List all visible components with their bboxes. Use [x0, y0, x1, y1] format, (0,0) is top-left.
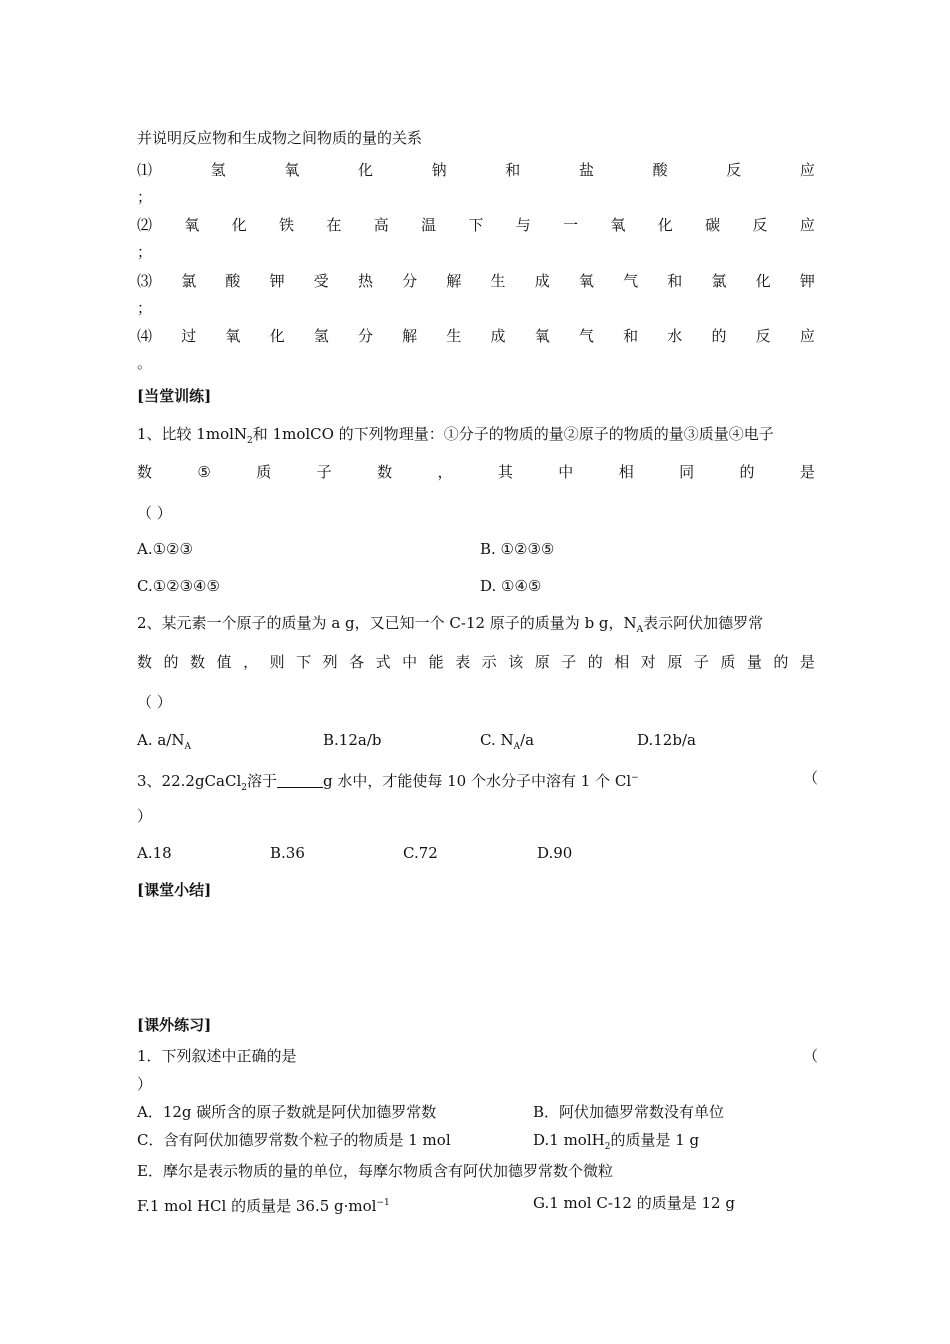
reaction-char: 和 — [667, 272, 683, 290]
reaction-char: 受 — [313, 272, 329, 290]
reaction-char: 钾 — [799, 272, 815, 290]
spread-char: 值 — [216, 653, 232, 671]
reaction-char: 氧 — [184, 216, 200, 234]
spread-char: 相 — [618, 463, 634, 481]
spread-char: 该 — [508, 653, 524, 671]
reaction-char: 分 — [402, 272, 418, 290]
reaction-char: 钾 — [269, 272, 285, 290]
hw-option-c: C．含有阿伏加德罗常数个粒子的物质是 1 mol — [137, 1131, 451, 1149]
q2-paren: （ ） — [137, 693, 172, 711]
spread-char: 数 — [137, 463, 153, 481]
reaction-char: 解 — [402, 327, 418, 345]
q3-option-c: C.72 — [403, 844, 438, 862]
reaction-number: ⑵ — [137, 216, 153, 234]
reaction-char: 反 — [755, 327, 771, 345]
spread-char: 原 — [534, 653, 550, 671]
reaction-char: 氢 — [210, 161, 226, 179]
q1-line1: 1、比较 1molN$_2$和 1molCO 的下列物理量：①分子的物质的量②原子的物质的量③质量④电子 — [137, 425, 774, 446]
q3-paren-close: ） — [137, 807, 153, 825]
reaction-number: ⑷ — [137, 327, 153, 345]
spread-char: 中 — [402, 653, 418, 671]
spread-char: 式 — [375, 653, 391, 671]
reaction-number: ⑶ — [137, 272, 153, 290]
reaction-char: 应 — [799, 327, 815, 345]
reaction-char: 成 — [490, 327, 506, 345]
reaction-char: 化 — [231, 216, 247, 234]
reaction-end-mark: 。 — [137, 354, 153, 372]
spread-char: 相 — [614, 653, 630, 671]
reaction-char: 化 — [755, 272, 771, 290]
reaction-char: 分 — [357, 327, 373, 345]
q1-option-b: B. ①②③⑤ — [480, 540, 555, 558]
section-heading-summary: [课堂小结] — [137, 881, 212, 899]
hw-option-b: B．阿伏加德罗常数没有单位 — [533, 1103, 725, 1121]
reaction-char: 氯 — [711, 272, 727, 290]
reaction-char: 酸 — [652, 161, 668, 179]
spread-char: 数 — [377, 463, 393, 481]
q1-line2 — [137, 462, 815, 482]
spread-char: 质 — [256, 463, 272, 481]
spread-char: 数 — [137, 653, 153, 671]
spread-char: 原 — [667, 653, 683, 671]
spread-char: 各 — [349, 653, 365, 671]
q2-line1: 2、某元素一个原子的质量为 a g，又已知一个 C-12 原子的质量为 b g，$N_A$表示阿伏加德罗常 — [137, 614, 764, 635]
reaction-char: 钠 — [431, 161, 447, 179]
spread-char: 对 — [640, 653, 656, 671]
reaction-line — [137, 271, 815, 291]
reaction-char: 氧 — [284, 161, 300, 179]
spread-char: 则 — [269, 653, 285, 671]
reaction-char: 过 — [181, 327, 197, 345]
reaction-char: 应 — [799, 216, 815, 234]
spread-char: 示 — [481, 653, 497, 671]
reaction-char: 盐 — [578, 161, 594, 179]
hw-option-e: E．摩尔是表示物质的量的单位，每摩尔物质含有阿伏加德罗常数个微粒 — [137, 1162, 613, 1180]
reaction-char: 和 — [505, 161, 521, 179]
reaction-char: 氧 — [610, 216, 626, 234]
spread-char: 子 — [693, 653, 709, 671]
q3-option-b: B.36 — [270, 844, 305, 862]
reaction-char: 氢 — [313, 327, 329, 345]
hw-option-a: A．12g 碳所含的原子数就是阿伏加德罗常数 — [137, 1103, 437, 1121]
spread-char: 其 — [497, 463, 513, 481]
q3-text: 3、22.2gCaCl$_2$溶于 g 水中，才能使每 10 个水分子中溶有 1 个 Cl− — [137, 772, 639, 793]
spread-char: 的 — [739, 463, 755, 481]
reaction-end-mark: ； — [137, 243, 153, 261]
hw-option-g: G.1 mol C-12 的质量是 12 g — [533, 1194, 735, 1212]
reaction-char: 热 — [357, 272, 373, 290]
spread-char: 量 — [746, 653, 762, 671]
spread-char: 的 — [773, 653, 789, 671]
reaction-char: 水 — [667, 327, 683, 345]
q1-option-d: D. ①④⑤ — [480, 577, 542, 595]
spread-char: ， — [243, 653, 259, 671]
reaction-line — [137, 160, 815, 180]
reaction-char: 与 — [515, 216, 531, 234]
spread-char: 列 — [322, 653, 338, 671]
spread-char: 的 — [163, 653, 179, 671]
reaction-char: 一 — [563, 216, 579, 234]
spread-char: ⑤ — [197, 463, 211, 481]
reaction-char: 在 — [326, 216, 342, 234]
reaction-char: 生 — [490, 272, 506, 290]
reaction-char: 下 — [468, 216, 484, 234]
hw-option-d: D.1 molH$_2$的质量是 1 g — [533, 1131, 700, 1152]
reaction-char: 气 — [623, 272, 639, 290]
reaction-char: 铁 — [279, 216, 295, 234]
q1-paren: （ ） — [137, 504, 172, 522]
reaction-char: 和 — [623, 327, 639, 345]
reaction-char: 气 — [578, 327, 594, 345]
reaction-char: 化 — [657, 216, 673, 234]
reaction-char: 温 — [421, 216, 437, 234]
reaction-line — [137, 326, 815, 346]
hw-q1-paren-open: （ — [803, 1047, 819, 1065]
q2-option-a: A. $a/N_A$ — [137, 731, 191, 752]
q1-option-c: C.①②③④⑤ — [137, 577, 220, 595]
reaction-char: 氧 — [534, 327, 550, 345]
reaction-char: 解 — [446, 272, 462, 290]
reaction-char: 应 — [799, 161, 815, 179]
q3-paren-open: （ — [803, 769, 819, 787]
section-heading-practice: [当堂训练] — [137, 387, 212, 405]
spread-char: ， — [437, 463, 453, 481]
intro-text: 并说明反应物和生成物之间物质的量的关系 — [137, 129, 423, 147]
reaction-number: ⑴ — [137, 161, 153, 179]
q2-option-b: B.12a/b — [323, 731, 382, 749]
reaction-line — [137, 215, 815, 235]
q3-option-a: A.18 — [137, 844, 172, 862]
reaction-end-mark: ； — [137, 299, 153, 317]
spread-char: 数 — [190, 653, 206, 671]
reaction-char: 生 — [446, 327, 462, 345]
reaction-char: 化 — [357, 161, 373, 179]
spread-char: 的 — [587, 653, 603, 671]
reaction-char: 的 — [711, 327, 727, 345]
spread-char: 质 — [720, 653, 736, 671]
q3-option-d: D.90 — [537, 844, 573, 862]
spread-char: 中 — [558, 463, 574, 481]
spread-char: 子 — [316, 463, 332, 481]
reaction-char: 氧 — [225, 327, 241, 345]
spread-char: 能 — [428, 653, 444, 671]
spread-char: 是 — [799, 653, 815, 671]
spread-char: 表 — [455, 653, 471, 671]
q2-option-d: D.12b/a — [637, 731, 696, 749]
section-heading-homework: [课外练习] — [137, 1016, 212, 1034]
reaction-char: 化 — [269, 327, 285, 345]
reaction-end-mark: ； — [137, 188, 153, 206]
reaction-char: 氯 — [181, 272, 197, 290]
hw-q1-text: 1．下列叙述中正确的是 — [137, 1047, 297, 1065]
reaction-char: 成 — [534, 272, 550, 290]
reaction-char: 酸 — [225, 272, 241, 290]
spread-char: 子 — [561, 653, 577, 671]
spread-char: 同 — [679, 463, 695, 481]
q2-option-c: C. $N_A/a$ — [480, 731, 535, 752]
q3-answer-blank[interactable] — [277, 773, 323, 788]
reaction-char: 高 — [373, 216, 389, 234]
spread-char: 下 — [296, 653, 312, 671]
reaction-char: 反 — [752, 216, 768, 234]
reaction-char: 反 — [726, 161, 742, 179]
hw-option-f: F.1 mol HCl 的质量是 36.5 g·mol$^{-1}$ — [137, 1197, 390, 1215]
spread-char: 是 — [799, 463, 815, 481]
reaction-char: 氧 — [578, 272, 594, 290]
hw-q1-paren-close: ） — [137, 1075, 153, 1093]
q1-option-a: A.①②③ — [137, 540, 193, 558]
reaction-char: 碳 — [705, 216, 721, 234]
q2-line2 — [137, 652, 815, 672]
